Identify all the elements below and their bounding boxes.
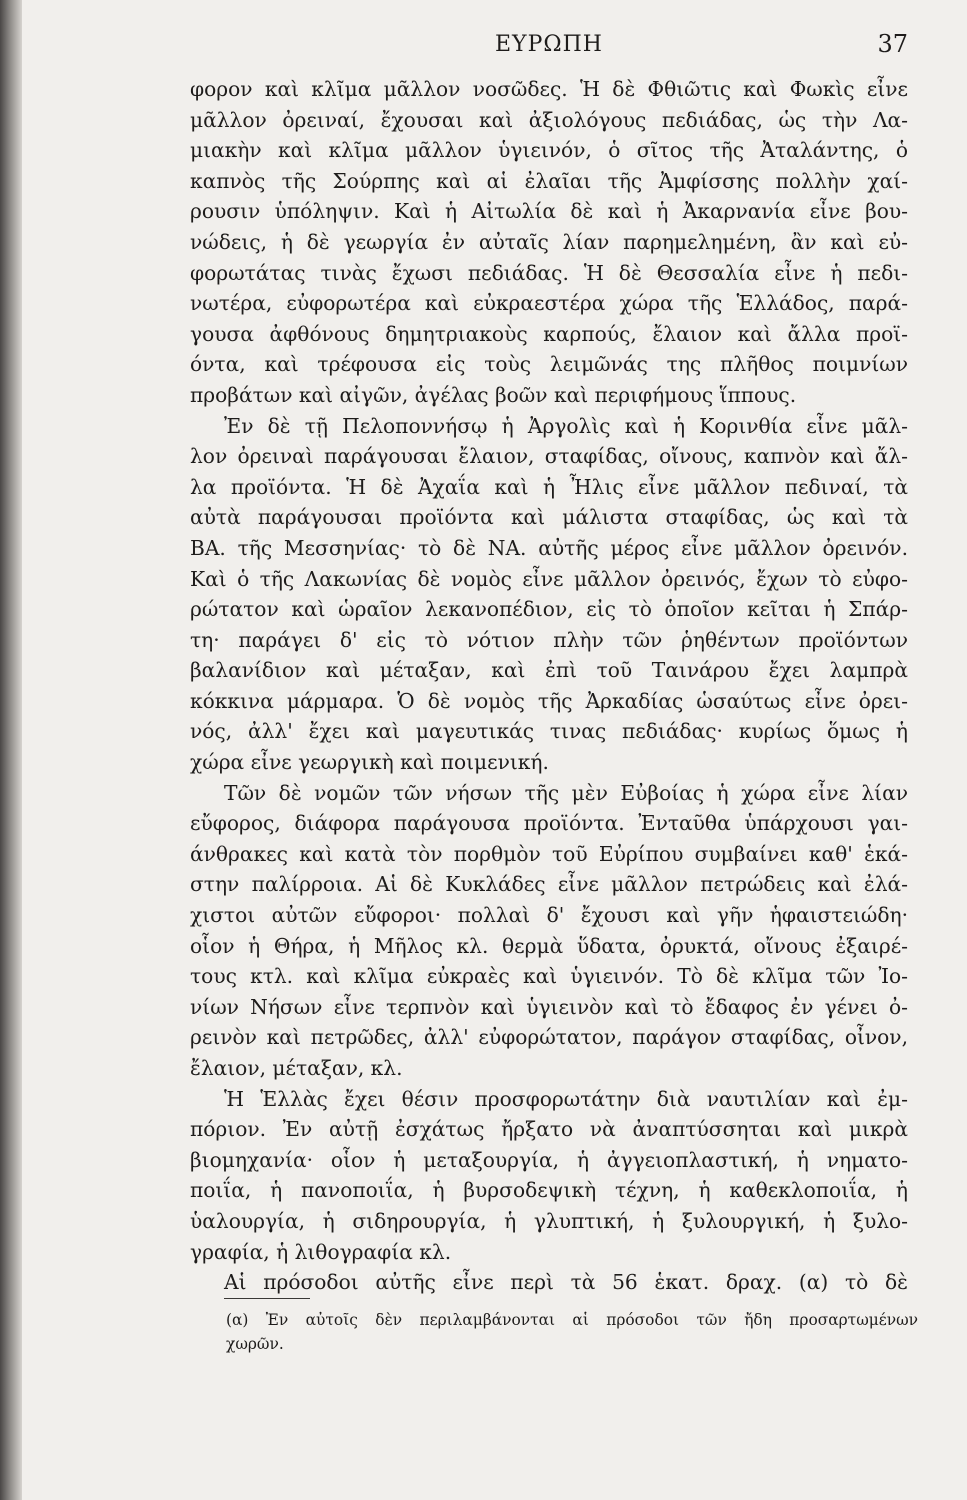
text-line: τους κτλ. καὶ κλῖμα εὐκραὲς καὶ ὑγιεινόν. Τὸ δὲ κλῖμα τῶν Ἰο- bbox=[190, 964, 908, 989]
text-line: λα προϊόντα. Ἡ δὲ Ἀχαΐα καὶ ἡ Ἦλις εἶνε μᾶλλον πεδιναί, τὰ bbox=[190, 474, 908, 499]
text-line: Αἱ πρόσοδοι αὐτῆς εἶνε περὶ τὰ 56 ἑκατ. δραχ. (α) τὸ δὲ bbox=[224, 1270, 908, 1295]
text-line: βαλανίδιον καὶ μέταξαν, καὶ ἐπὶ τοῦ Ταινάρου ἔχει λαμπρὰ bbox=[190, 658, 908, 683]
footnote-line: χωρῶν. bbox=[226, 1335, 284, 1353]
text-line: Ἡ Ἑλλὰς ἔχει θέσιν προσφορωτάτην διὰ ναυτιλίαν καὶ ἐμ- bbox=[224, 1086, 908, 1111]
footnote-divider bbox=[224, 1298, 310, 1299]
text-line: πόριον. Ἐν αὐτῇ ἐσχάτως ἤρξατο νὰ ἀναπτύσσηται καὶ μικρὰ bbox=[190, 1117, 908, 1142]
text-line: Καὶ ὁ τῆς Λακωνίας δὲ νομὸς εἶνε μᾶλλον ὀρεινός, ἔχων τὸ εὐφο- bbox=[190, 566, 908, 591]
text-line: φορον καὶ κλῖμα μᾶλλον νοσῶδες. Ἡ δὲ Φθιῶτις καὶ Φωκὶς εἶνε bbox=[190, 77, 908, 101]
footnotes bbox=[226, 1308, 918, 1356]
text-line: μιακὴν καὶ κλῖμα μᾶλλον ὑγιεινόν, ὁ σῖτος τῆς Ἀταλάντης, ὁ bbox=[190, 138, 908, 163]
text-line: άνθρακες καὶ κατὰ τὸν πορθμὸν τοῦ Εὐρίπου συμβαίνει καθ' ἑκά- bbox=[190, 841, 908, 866]
text-line: καπνὸς τῆς Σούρπης καὶ αἱ ἐλαῖαι τῆς Ἀμφίσσης πολλὴν χαί- bbox=[190, 168, 908, 193]
text-line: χιστοι αὐτῶν εὔφοροι· πολλαὶ δ' ἔχουσι καὶ γῆν ἡφαιστειώδη· bbox=[190, 903, 908, 928]
text-line: μᾶλλον ὀρειναί, ἔχουσαι καὶ ἀξιολόγους πεδιάδας, ὡς τὴν Λα- bbox=[190, 107, 908, 132]
text-line: Τῶν δὲ νομῶν τῶν νήσων τῆς μὲν Εὐβοίας ἡ χώρα εἶνε λίαν bbox=[224, 780, 908, 805]
text-line: Ἐν δὲ τῇ Πελοποννήσῳ ἡ Ἀργολὶς καὶ ἡ Κορινθία εἶνε μᾶλ- bbox=[224, 413, 908, 438]
text-line: προβάτων καὶ αἰγῶν, ἀγέλας βοῶν καὶ περιφήμους ἵππους. bbox=[190, 382, 797, 407]
page-number: 37 bbox=[877, 30, 908, 58]
text-line: ρεινὸν καὶ πετρῶδες, ἀλλ' εὐφορώτατον, παράγον σταφίδας, οἶνον, bbox=[190, 1025, 908, 1050]
text-line: λον ὀρειναὶ παράγουσαι ἔλαιον, σταφίδας, οἴνους, καπνὸν καὶ ἄλ- bbox=[190, 444, 908, 469]
text-line: αὐτὰ παράγουσαι προϊόντα καὶ μάλιστα σταφίδας, ὡς καὶ τὰ bbox=[190, 505, 908, 530]
body-text bbox=[190, 74, 908, 1298]
page-header bbox=[190, 28, 908, 64]
text-line: γουσα ἀφθόνους δημητριακοὺς καρπούς, ἔλαιον καὶ ἄλλα προϊ- bbox=[190, 321, 908, 346]
text-line: ρουσιν ὑπόληψιν. Καὶ ἡ Αἰτωλία δὲ καὶ ἡ Ἀκαρνανία εἶνε βου- bbox=[190, 199, 908, 224]
text-line: ὑαλουργία, ἡ σιδηρουργία, ἡ γλυπτική, ἡ ξυλουργική, ἡ ξυλο- bbox=[190, 1208, 908, 1233]
text-line: εὔφορος, διάφορα παράγουσα προϊόντα. Ἐνταῦθα ὑπάρχουσι γαι- bbox=[190, 811, 908, 836]
book-spine-shadow bbox=[0, 0, 22, 1500]
text-line: κόκκινα μάρμαρα. Ὁ δὲ νομὸς τῆς Ἀρκαδίας ὡσαύτως εἶνε ὀρει- bbox=[190, 688, 908, 713]
text-line: γραφία, ἡ λιθογραφία κλ. bbox=[190, 1239, 452, 1264]
text-line: φορωτάτας τινὰς ἔχωσι πεδιάδας. Ἡ δὲ Θεσσαλία εἶνε ἡ πεδι- bbox=[190, 260, 908, 285]
text-line: νώδεις, ἡ δὲ γεωργία ἐν αὐταῖς λίαν παρημελημένη, ἂν καὶ εὐ- bbox=[190, 229, 908, 254]
text-line: όντα, καὶ τρέφουσα εἰς τοὺς λειμῶνάς της πλῆθος ποιμνίων bbox=[190, 352, 908, 377]
text-line: τη· παράγει δ' εἰς τὸ νότιον πλὴν τῶν ῥηθέντων προϊόντων bbox=[190, 627, 908, 652]
text-line: χώρα εἶνε γεωργικὴ καὶ ποιμενική. bbox=[190, 750, 549, 775]
footnote-line: (α) Ἐν αὐτοῖς δὲν περιλαμβάνονται αἱ πρόσοδοι τῶν ἤδη προσαρτωμένων bbox=[226, 1311, 918, 1329]
text-line: βιομηχανία· οἷον ἡ μεταξουργία, ἡ ἀγγειοπλαστική, ἡ νηματο- bbox=[190, 1147, 908, 1172]
text-line: ποιΐα, ἡ πανοποιΐα, ἡ βυρσοδεψικὴ τέχνη, ἡ καθεκλοποιΐα, ἡ bbox=[190, 1178, 908, 1203]
text-line: ρώτατον καὶ ὡραῖον λεκανοπέδιον, εἰς τὸ ὁποῖον κεῖται ἡ Σπάρ- bbox=[190, 597, 908, 622]
text-line: οἷον ἡ Θήρα, ἡ Μῆλος κλ. θερμὰ ὕδατα, ὀρυκτά, οἴνους ἐξαιρέ- bbox=[190, 933, 908, 958]
text-line: νός, ἀλλ' ἔχει καὶ μαγευτικάς τινας πεδιάδας· κυρίως ὅμως ἡ bbox=[190, 719, 908, 744]
text-line: στην παλίρροια. Αἱ δὲ Κυκλάδες εἶνε μᾶλλον πετρώδεις καὶ ἐλά- bbox=[190, 872, 908, 897]
text-line: ΒΑ. τῆς Μεσσηνίας· τὸ δὲ ΝΑ. αὐτῆς μέρος εἶνε μᾶλλον ὀρεινόν. bbox=[190, 535, 908, 560]
text-line: νίων Νήσων εἶνε τερπνὸν καὶ ὑγιεινὸν καὶ τὸ ἔδαφος ἐν γένει ὀ- bbox=[190, 994, 908, 1019]
running-head: ΕΥΡΩΠΗ bbox=[495, 32, 603, 57]
text-line: νωτέρα, εὐφορωτέρα καὶ εὐκραεστέρα χώρα τῆς Ἑλλάδος, παρά- bbox=[190, 291, 908, 316]
text-line: ἔλαιον, μέταξαν, κλ. bbox=[190, 1056, 403, 1080]
